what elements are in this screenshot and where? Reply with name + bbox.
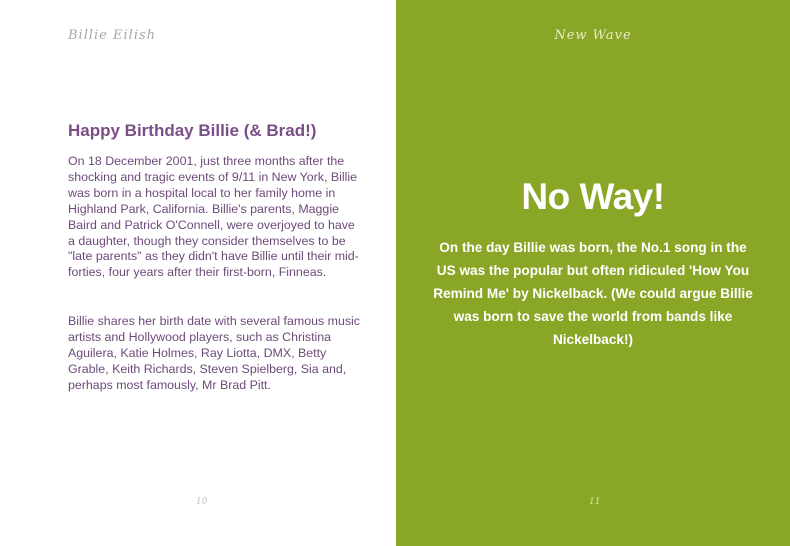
running-head-right: New Wave bbox=[554, 28, 632, 43]
page-number-right: 11 bbox=[589, 497, 601, 507]
body-paragraph-2: Billie shares her birth date with several famous music artists and Hollywood players, such as Christina Aguilera, Katie Holmes, Ray Liotta, DMX, Betty Grable, Keith Richards, Steven Spielberg, Sia and, perhaps most famously, Mr Brad Pitt. bbox=[68, 314, 360, 392]
body-paragraph-1: On 18 December 2001, just three months after the shocking and tragic events of 9/11 in New York, Billie was born in a hospital local to her family home in Highland Park, California. Billie's parents, Maggie Baird and Patrick O'Connell, were overjoyed to have a daughter, though they consider themselves to be "late parents" as they didn't have Billie until their mid-forties, four years after their first-born, Finneas. bbox=[68, 154, 359, 280]
running-head-left: Billie Eilish bbox=[68, 28, 157, 43]
section-heading: Happy Birthday Billie (& Brad!) bbox=[68, 121, 317, 140]
page-number-left: 10 bbox=[196, 497, 208, 507]
right-page bbox=[396, 0, 790, 546]
callout-title: No Way! bbox=[521, 176, 665, 217]
callout-text: On the day Billie was born, the No.1 song in the US was the popular but often ridiculed 'How You Remind Me' by Nickelback. (We could argue Billie was born to save the world from bands like Nickelback!) bbox=[433, 240, 753, 347]
